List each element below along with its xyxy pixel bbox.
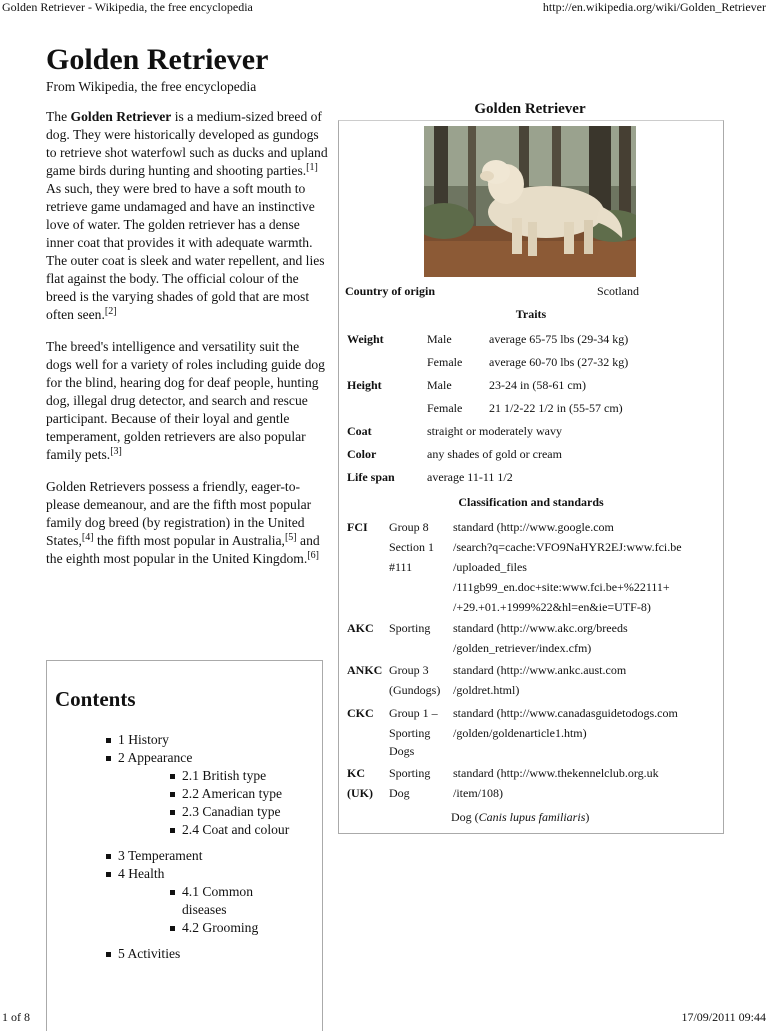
toc-item-coat-and-colour[interactable] — [47, 821, 322, 839]
ankc-standard-link-1[interactable]: standard (http://www.ankc.aust.com — [453, 663, 627, 677]
bullet-icon — [106, 854, 111, 859]
lifespan-value: average 11-11 1/2 — [427, 470, 513, 484]
toc-item-label: 4.1 Common diseases — [182, 884, 253, 917]
kc-group-1: Sporting — [389, 766, 431, 780]
paragraph-intro — [46, 108, 328, 324]
ckc-standard-link-2[interactable]: /golden/goldenarticle1.htm) — [453, 726, 587, 740]
text-span: The — [46, 109, 71, 124]
kc-group-2: Dog — [389, 786, 410, 800]
toc-item-label: 2.3 Canadian type — [182, 804, 281, 819]
ankc-group-1: Group 3 — [389, 663, 429, 677]
kc-label-2: (UK) — [347, 786, 373, 800]
toc-item-health[interactable] — [47, 865, 322, 883]
ref-link-5[interactable]: [5] — [284, 532, 297, 543]
fci-group: Group 8 — [389, 520, 429, 534]
toc-item-label: 3 Temperament — [118, 848, 203, 863]
weight-male-label: Male — [427, 332, 452, 346]
height-male-value: 23-24 in (58-61 cm) — [489, 378, 586, 392]
dog-photo[interactable] — [424, 126, 636, 277]
toc-item-british-type[interactable] — [47, 767, 322, 785]
bullet-icon — [170, 810, 175, 815]
kc-standard-link-1[interactable]: standard (http://www.thekennelclub.org.uk — [453, 766, 659, 780]
classification-heading: Classification and standards — [458, 495, 604, 509]
text-span: Golden Retrievers possess a friendly, eager-to-please demeanour, and are the fifth most popular family dog breed (by registration) in the United States, — [46, 479, 312, 548]
toc-item-history[interactable] — [47, 731, 322, 749]
bullet-icon — [170, 890, 175, 895]
height-male-label: Male — [427, 378, 452, 392]
page-title: Golden Retriever — [46, 43, 269, 76]
article-body — [46, 108, 328, 582]
toc-item-temperament[interactable] — [47, 847, 322, 865]
bullet-icon — [106, 756, 111, 761]
ref-link-4[interactable]: [4] — [81, 532, 94, 543]
text-span: and the eighth most popular in the United Kingdom. — [46, 533, 320, 566]
color-label: Color — [347, 447, 377, 461]
ckc-standard-link-1[interactable]: standard (http://www.canadasguidetodogs.com — [453, 706, 678, 720]
bullet-icon — [106, 738, 111, 743]
fci-standard-link-1[interactable]: standard (http://www.google.com — [453, 520, 614, 534]
ckc-label: CKC — [347, 706, 374, 720]
weight-male-value: average 65-75 lbs (29-34 kg) — [489, 332, 629, 346]
toc-title: Contents — [55, 687, 136, 711]
fci-standard-link-3[interactable]: /uploaded_files — [453, 560, 527, 574]
ref-link-2[interactable]: [2] — [104, 306, 117, 317]
country-value: Scotland — [597, 284, 639, 298]
weight-label: Weight — [347, 332, 384, 346]
toc-gap — [47, 937, 322, 945]
lifespan-label: Life span — [347, 470, 395, 484]
toc-item-label: 2 Appearance — [118, 750, 193, 765]
coat-value: straight or moderately wavy — [427, 424, 562, 438]
ckc-group-2: Sporting — [389, 726, 431, 740]
toc-item-activities[interactable] — [47, 945, 322, 963]
text-span: the fifth most popular in Australia, — [93, 533, 285, 548]
toc-gap — [47, 839, 322, 847]
text-span: The breed's intelligence and versatility suit the dogs well for a variety of roles including guide dog for the blind, hearing dog for deaf people, hunting dog, illegal drug detector, and search and rescue participant. Because of their loyal and gentle temperament, golden retrievers are also popular family pets. — [46, 339, 325, 462]
toc-item-label: 2.4 Coat and colour — [182, 822, 290, 837]
fci-label: FCI — [347, 520, 368, 534]
color-value: any shades of gold or cream — [427, 447, 562, 461]
paragraph-popularity — [46, 478, 328, 568]
kc-standard-link-2[interactable]: /item/108) — [453, 786, 503, 800]
country-label: Country of origin — [345, 284, 435, 298]
ankc-label: ANKC — [347, 663, 383, 677]
dog-photo-svg — [424, 126, 636, 277]
toc-item-grooming[interactable] — [47, 919, 322, 937]
bullet-icon — [106, 872, 111, 877]
ankc-group-2: (Gundogs) — [389, 683, 441, 697]
toc-item-appearance[interactable] — [47, 749, 322, 767]
fci-section: Section 1 — [389, 540, 434, 554]
toc-item-label: 2.2 American type — [182, 786, 283, 801]
traits-heading: Traits — [515, 307, 547, 321]
bullet-icon — [170, 792, 175, 797]
page-footer-page: 1 of 8 — [2, 1010, 30, 1024]
page-header-title: Golden Retriever - Wikipedia, the free encyclopedia — [2, 0, 253, 14]
toc-item-label: 4 Health — [118, 866, 165, 881]
page-header-url[interactable]: http://en.wikipedia.org/wiki/Golden_Retriever — [542, 0, 766, 14]
species-text: Dog ( — [451, 810, 479, 824]
toc-item-label: 1 History — [118, 732, 169, 747]
text-span: is a medium-sized breed of dog. They were historically developed as gundogs to retrieve shot waterfowl such as ducks and upland game birds during hunting and shooting parties. — [46, 109, 328, 178]
ref-link-6[interactable]: [6] — [307, 550, 319, 561]
ref-link-1[interactable]: [1] — [306, 162, 318, 173]
toc-item-american-type[interactable] — [47, 785, 322, 803]
toc-item-label: 2.1 British type — [182, 768, 267, 783]
fci-number: #111 — [389, 560, 413, 574]
page-subtitle: From Wikipedia, the free encyclopedia — [46, 79, 257, 94]
bullet-icon — [170, 774, 175, 779]
kc-label-1: KC — [347, 766, 365, 780]
ckc-group-1: Group 1 – — [389, 706, 438, 720]
fci-standard-link-2[interactable]: /search?q=cache:VFO9NaHYR2EJ:www.fci.be — [453, 540, 682, 554]
table-of-contents — [46, 660, 323, 1031]
ckc-group-3: Dogs — [389, 744, 415, 758]
toc-item-canadian-type[interactable] — [47, 803, 322, 821]
species-line — [451, 807, 589, 827]
paragraph-roles — [46, 338, 328, 464]
fci-standard-link-4[interactable]: /111gb99_en.doc+site:www.fci.be+%22111+ — [453, 580, 670, 594]
species-latin[interactable]: Canis lupus familiaris — [478, 810, 586, 824]
akc-standard-link-1[interactable]: standard (http://www.akc.org/breeds — [453, 621, 628, 635]
akc-standard-link-2[interactable]: /golden_retriever/index.cfm) — [453, 641, 592, 655]
height-label: Height — [347, 378, 382, 392]
weight-female-label: Female — [427, 355, 463, 369]
infobox-caption: Golden Retriever — [474, 101, 586, 117]
ankc-standard-link-2[interactable]: /goldret.html) — [453, 683, 520, 697]
height-female-label: Female — [427, 401, 463, 415]
page-footer-timestamp: 17/09/2011 09:44 — [681, 1010, 766, 1024]
toc-item-common-diseases[interactable] — [47, 883, 274, 919]
toc-item-label: 5 Activities — [118, 946, 181, 961]
bullet-icon — [170, 926, 175, 931]
bullet-icon — [170, 828, 175, 833]
coat-label: Coat — [347, 424, 372, 438]
toc-list — [47, 731, 322, 963]
akc-label: AKC — [347, 621, 374, 635]
height-female-value: 21 1/2-22 1/2 in (55-57 cm) — [489, 401, 623, 415]
weight-female-value: average 60-70 lbs (27-32 kg) — [489, 355, 629, 369]
text-span: As such, they were bred to have a soft mouth to retrieve game undamaged and have an instinctive love of water. The golden retriever has a dense inner coat that provides it with adequate warmth. The outer coat is sleek and water repellent, and lies flat against the body. The official colour of the breed is the varying shades of gold that are most often seen. — [46, 181, 325, 322]
species-text: ) — [585, 810, 590, 824]
akc-group: Sporting — [389, 621, 431, 635]
ref-link-3[interactable]: [3] — [110, 446, 122, 457]
bold-term: Golden Retriever — [70, 109, 172, 124]
toc-item-label: 4.2 Grooming — [182, 920, 259, 935]
fci-standard-link-5[interactable]: /+29.+01.+1999%22&hl=en&ie=UTF-8) — [453, 600, 651, 614]
infobox — [338, 120, 724, 834]
bullet-icon — [106, 952, 111, 957]
